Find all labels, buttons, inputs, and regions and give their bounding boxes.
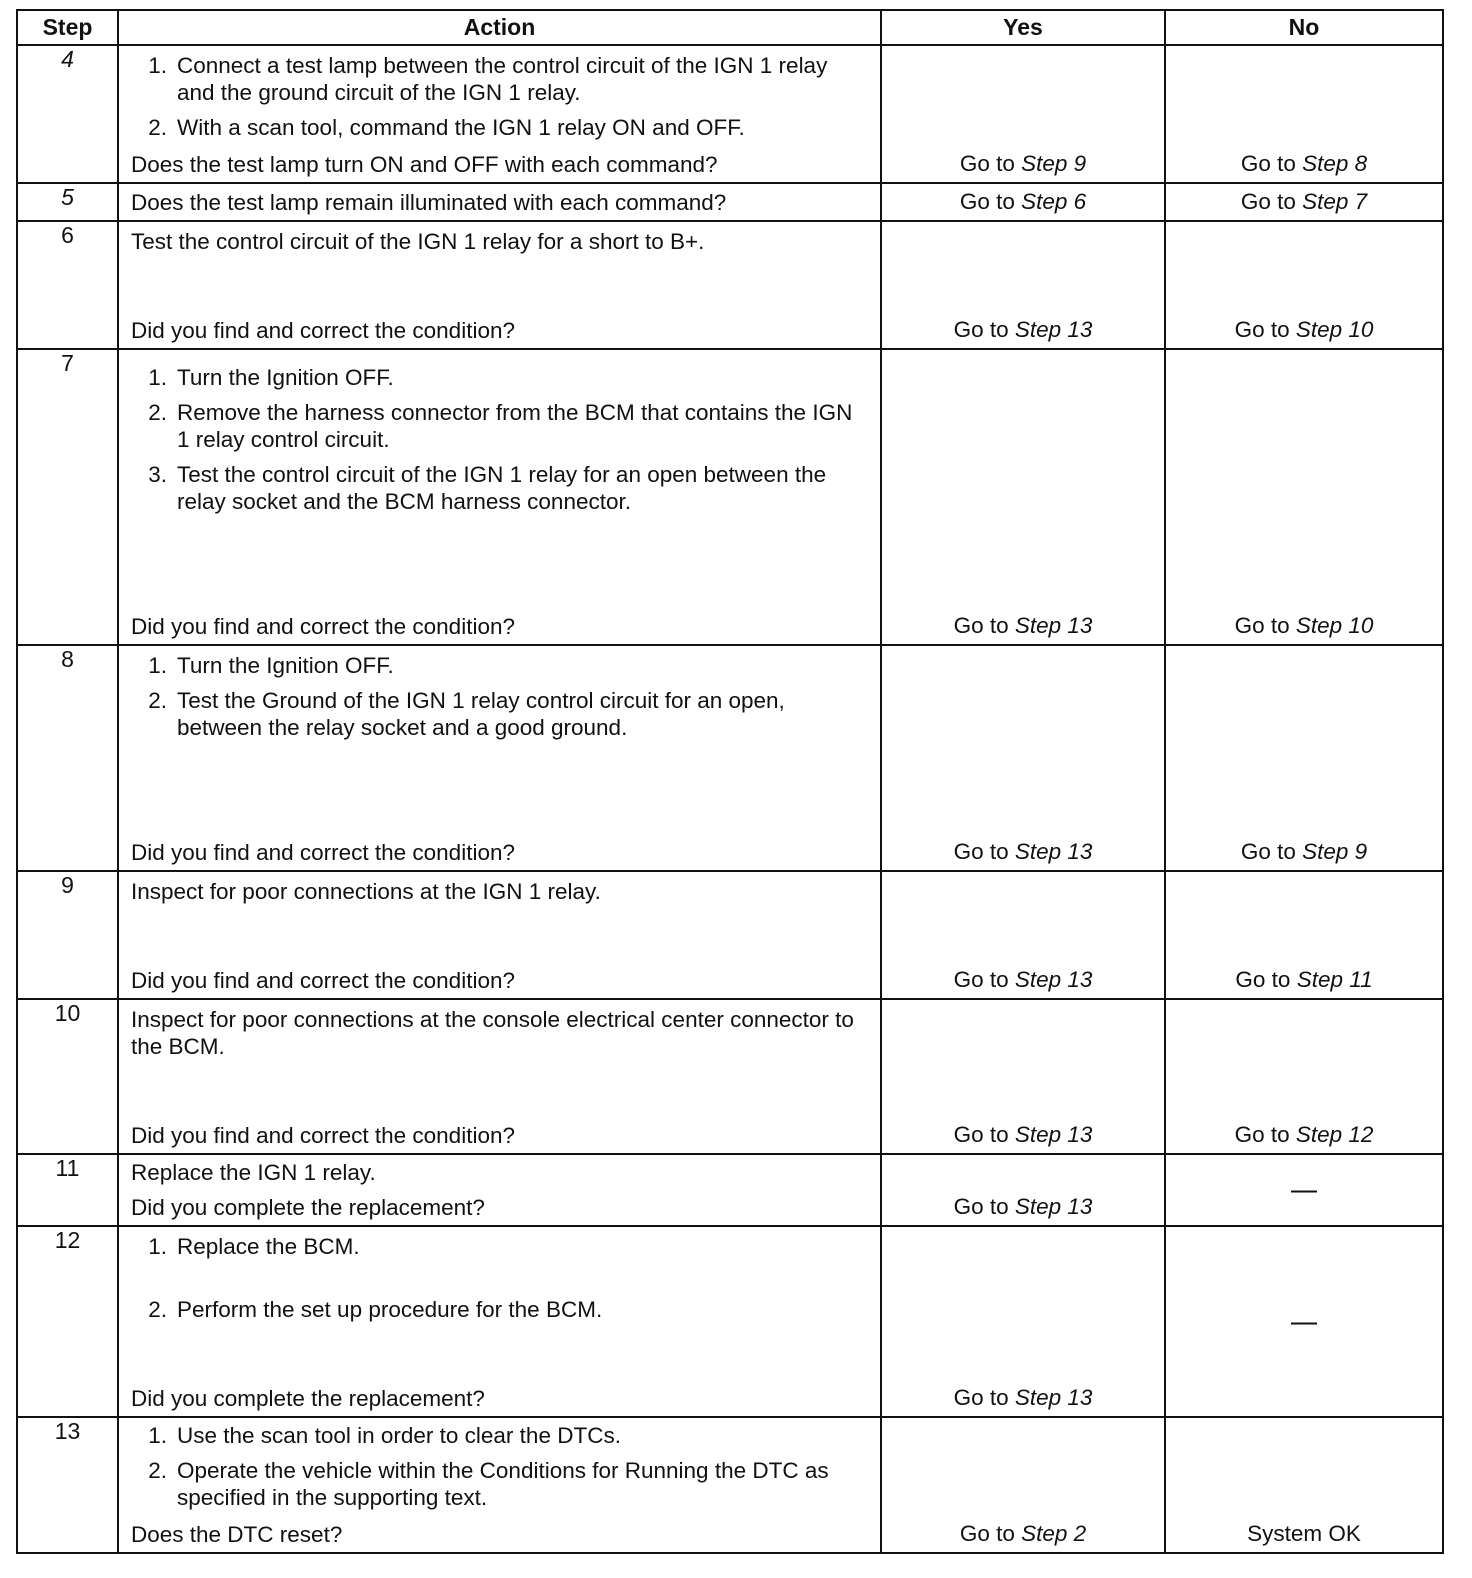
action-cell (118, 1226, 881, 1417)
action-item: 1. Use the scan tool in order to clear the DTCs. (148, 1423, 621, 1448)
action-item: 3. Test the control circuit of the IGN 1 relay for an open between the relay socket and the BCM harness connector. (148, 462, 827, 514)
step-number: 6 (17, 221, 118, 349)
step-link[interactable]: Step 11 (1296, 967, 1373, 992)
no-cell: Go to Step 7 (1165, 183, 1443, 221)
action-question: Did you find and correct the condition? (131, 840, 515, 865)
diagnostic-table (16, 9, 1444, 1554)
step-link[interactable]: Step 9 (1021, 151, 1087, 176)
action-item: 2. Operate the vehicle within the Conditions for Running the DTC as specified in the supporting text. (148, 1458, 829, 1510)
no-cell: Go to Step 10 (1165, 349, 1443, 645)
action-question: Did you find and correct the condition? (131, 318, 515, 343)
table-row (17, 871, 1443, 999)
table-row (17, 1417, 1443, 1553)
not-applicable-dash (1291, 1322, 1317, 1324)
step-link[interactable]: Step 6 (1021, 189, 1087, 214)
action-cell (118, 871, 881, 999)
step-number: 5 (17, 183, 118, 221)
no-cell: Go to Step 12 (1165, 999, 1443, 1154)
header-yes: Yes (881, 10, 1165, 45)
step-number: 12 (17, 1226, 118, 1417)
action-cell (118, 1417, 881, 1553)
header-row (17, 10, 1443, 45)
table-row (17, 349, 1443, 645)
table-row (17, 183, 1443, 221)
action-text: Replace the IGN 1 relay. (131, 1160, 376, 1185)
yes-cell: Go to Step 2 (881, 1417, 1165, 1553)
yes-cell: Go to Step 9 (881, 45, 1165, 183)
step-link[interactable]: Step 13 (1014, 1122, 1093, 1147)
action-cell (118, 645, 881, 871)
no-cell (1165, 1417, 1443, 1553)
no-cell: Go to Step 8 (1165, 45, 1443, 183)
yes-cell: Go to Step 13 (881, 221, 1165, 349)
action-question: Does the test lamp remain illuminated with each command? (131, 190, 727, 215)
action-item: 2. Test the Ground of the IGN 1 relay control circuit for an open, between the relay socket and a good ground. (148, 688, 785, 740)
step-number: 11 (17, 1154, 118, 1226)
step-number: 10 (17, 999, 118, 1154)
yes-cell: Go to Step 6 (881, 183, 1165, 221)
action-cell (118, 1154, 881, 1226)
action-cell (118, 183, 881, 221)
action-question: Did you complete the replacement? (131, 1386, 485, 1411)
table-row (17, 999, 1443, 1154)
action-cell (118, 221, 881, 349)
step-link[interactable]: Step 9 (1302, 839, 1368, 864)
step-link[interactable]: Step 13 (1014, 1194, 1093, 1219)
system-ok-text: System OK (1247, 1521, 1361, 1546)
no-cell: Go to Step 10 (1165, 221, 1443, 349)
step-link[interactable]: Step 13 (1014, 1385, 1093, 1410)
step-number: 7 (17, 349, 118, 645)
step-link[interactable]: Step 10 (1295, 613, 1374, 638)
table-row (17, 221, 1443, 349)
step-link[interactable]: Step 13 (1014, 613, 1093, 638)
yes-cell: Go to Step 13 (881, 1226, 1165, 1417)
step-link[interactable]: Step 7 (1302, 189, 1368, 214)
action-question: Does the DTC reset? (131, 1522, 343, 1547)
action-item: 2. Remove the harness connector from the BCM that contains the IGN 1 relay control circuit. (148, 400, 853, 452)
step-number: 13 (17, 1417, 118, 1553)
step-link[interactable]: Step 13 (1014, 839, 1093, 864)
header-step: Step (17, 10, 118, 45)
action-cell (118, 349, 881, 645)
action-item: 2. Perform the set up procedure for the BCM. (148, 1297, 603, 1322)
action-item: 1. Replace the BCM. (148, 1234, 360, 1259)
yes-cell: Go to Step 13 (881, 999, 1165, 1154)
no-cell (1165, 1154, 1443, 1226)
action-text: Test the control circuit of the IGN 1 relay for a short to B+. (131, 229, 705, 254)
step-link[interactable]: Step 12 (1295, 1122, 1374, 1147)
table-row (17, 645, 1443, 871)
yes-cell: Go to Step 13 (881, 349, 1165, 645)
action-question: Does the test lamp turn ON and OFF with each command? (131, 152, 718, 177)
yes-cell: Go to Step 13 (881, 871, 1165, 999)
step-number: 4 (17, 45, 118, 183)
action-text: Inspect for poor connections at the IGN 1 relay. (131, 879, 601, 904)
action-cell (118, 999, 881, 1154)
step-link[interactable]: Step 13 (1014, 967, 1093, 992)
step-link[interactable]: Step 10 (1295, 317, 1374, 342)
yes-cell: Go to Step 13 (881, 1154, 1165, 1226)
action-question: Did you find and correct the condition? (131, 614, 515, 639)
no-cell (1165, 1226, 1443, 1417)
header-no: No (1165, 10, 1443, 45)
action-cell (118, 45, 881, 183)
step-link[interactable]: Step 13 (1014, 317, 1093, 342)
no-cell: Go to Step 9 (1165, 645, 1443, 871)
action-text: Inspect for poor connections at the console electrical center connector to the BCM. (131, 1007, 854, 1059)
table-row (17, 1154, 1443, 1226)
action-question: Did you complete the replacement? (131, 1195, 485, 1220)
header-action: Action (118, 10, 881, 45)
step-link[interactable]: Step 2 (1021, 1521, 1087, 1546)
not-applicable-dash (1291, 1191, 1317, 1193)
step-number: 8 (17, 645, 118, 871)
step-link[interactable]: Step 8 (1302, 151, 1368, 176)
table-row (17, 45, 1443, 183)
table-row (17, 1226, 1443, 1417)
yes-cell: Go to Step 13 (881, 645, 1165, 871)
action-item: 1. Turn the Ignition OFF. (148, 653, 394, 678)
step-number: 9 (17, 871, 118, 999)
action-item: 1. Turn the Ignition OFF. (148, 365, 394, 390)
action-question: Did you find and correct the condition? (131, 968, 515, 993)
action-question: Did you find and correct the condition? (131, 1123, 515, 1148)
action-item: 2. With a scan tool, command the IGN 1 relay ON and OFF. (148, 115, 745, 140)
action-item: 1. Connect a test lamp between the control circuit of the IGN 1 relay and the ground circuit of the IGN 1 relay. (148, 53, 828, 105)
no-cell: Go to Step 11 (1165, 871, 1443, 999)
